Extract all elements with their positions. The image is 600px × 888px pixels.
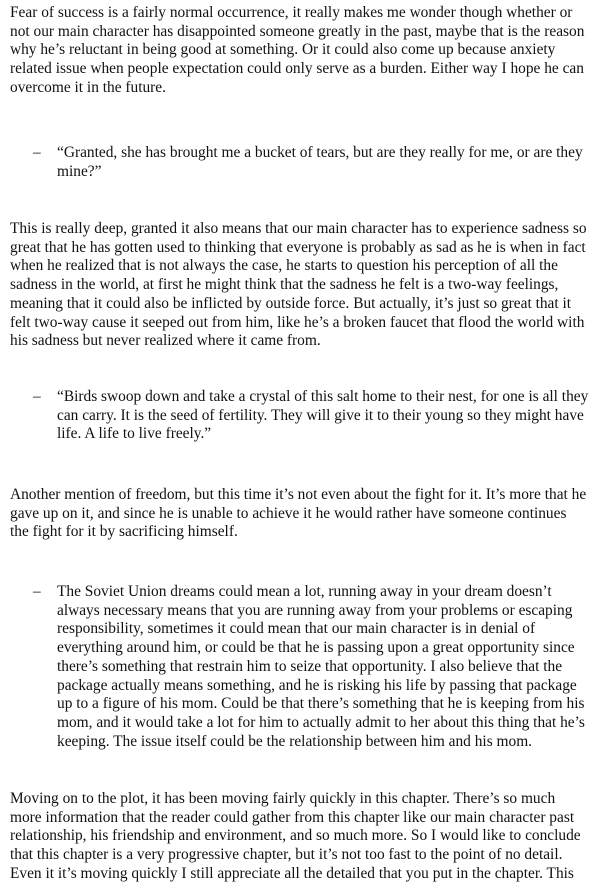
- text-line: sadness in the world, at first he might think that the sadness he felt is a two-way feelings,: [10, 276, 559, 294]
- bullet-dash: –: [33, 583, 41, 600]
- text-line: “Granted, she has brought me a bucket of tears, but are they really for me, or are they: [57, 144, 583, 161]
- text-line: always necessary means that you are running away from your problems or escaping: [57, 601, 573, 619]
- text-line: life. A life to live freely.”: [57, 425, 212, 443]
- text-line: everything around him, or could be that he is passing upon a great opportunity since: [57, 639, 575, 657]
- paragraph-freedom: [10, 486, 595, 542]
- text-line: felt two-way cause it seeped out from him, like he’s a broken faucet that flood the world with: [10, 313, 585, 331]
- paragraph-plot: [10, 790, 595, 884]
- text-line: there’s something that restrain him to seize that opportunity. I also believe that the: [57, 657, 563, 675]
- text-line: mom, and it would take a lot for him to actually admit to her about this thing that he’s: [57, 713, 585, 731]
- quote-bullet-tears: [33, 144, 595, 181]
- text-line: The Soviet Union dreams could mean a lot, running away in your dream doesn’t: [57, 583, 552, 600]
- text-line: gave up on it, and since he is unable to achieve it he would rather have someone continues: [10, 504, 567, 522]
- text-line: great that he has gotten used to thinking that everyone is probably as sad as he is when in fact: [10, 238, 586, 256]
- text-line: the fight for it by sacrificing himself.: [10, 523, 238, 541]
- text-line: “Birds swoop down and take a crystal of this salt home to their nest, for one is all they: [57, 388, 589, 405]
- quote-bullet-birds: [33, 388, 595, 444]
- text-line: not our main character has disappointed someone greatly in the past, maybe that is the reason: [10, 22, 585, 40]
- text-line: Another mention of freedom, but this time it’s not even about the fight for it. It’s more that he: [10, 486, 587, 503]
- text-line: package actually means something, and he is risking his life by passing that package: [57, 676, 577, 694]
- text-line: when he realized that is not always the case, he starts to question his perception of all the: [10, 257, 558, 275]
- bullet-text: [57, 583, 595, 751]
- text-line: more information that the reader could gather from this chapter like our main character past: [10, 808, 575, 826]
- text-line: Even it it’s moving quickly I still appreciate all the detailed that you put in the chapter. This: [10, 864, 574, 882]
- paragraph-sadness: [10, 220, 595, 351]
- text-line: Moving on to the plot, it has been moving fairly quickly in this chapter. There’s so much: [10, 790, 556, 807]
- text-line: relationship, his friendship and environment, and so much more. So I would like to conclude: [10, 827, 581, 845]
- text-line: can carry. It is the seed of fertility. They will give it to their young so they might have: [57, 406, 584, 424]
- quote-text: [57, 388, 595, 444]
- text-line: This is really deep, granted it also means that our main character has to experience sadness so: [10, 220, 587, 237]
- text-line: Fear of success is a fairly normal occurrence, it really makes me wonder though whether or: [10, 4, 573, 21]
- text-line: related issue when people expectation could only serve as a burden. Either way I hope he can: [10, 60, 584, 78]
- text-line: up to a figure of his mom. Could be that there’s something that he is keeping from his: [57, 695, 585, 713]
- text-line: that this chapter is a very progressive chapter, but it’s not too fast to the point of no detail.: [10, 846, 563, 864]
- paragraph-fear-of-success: [10, 4, 595, 98]
- quote-text: [57, 144, 595, 181]
- bullet-dash: –: [33, 388, 41, 405]
- text-line: mine?”: [57, 162, 102, 180]
- text-line: meaning that it could also be inflicted by outside force. But actually, it’s just so great that it: [10, 294, 572, 312]
- text-line: his sadness but never realized where it came from.: [10, 332, 321, 350]
- text-line: why he’s reluctant in being good at something. Or it could also come up because anxiety: [10, 41, 556, 59]
- text-line: responsibility, sometimes it could mean that our main character is in denial of: [57, 620, 536, 638]
- bullet-soviet-union-dreams: [33, 583, 595, 751]
- text-line: keeping. The issue itself could be the relationship between him and his mom.: [57, 732, 533, 750]
- text-line: overcome it in the future.: [10, 78, 166, 96]
- bullet-dash: –: [33, 144, 41, 161]
